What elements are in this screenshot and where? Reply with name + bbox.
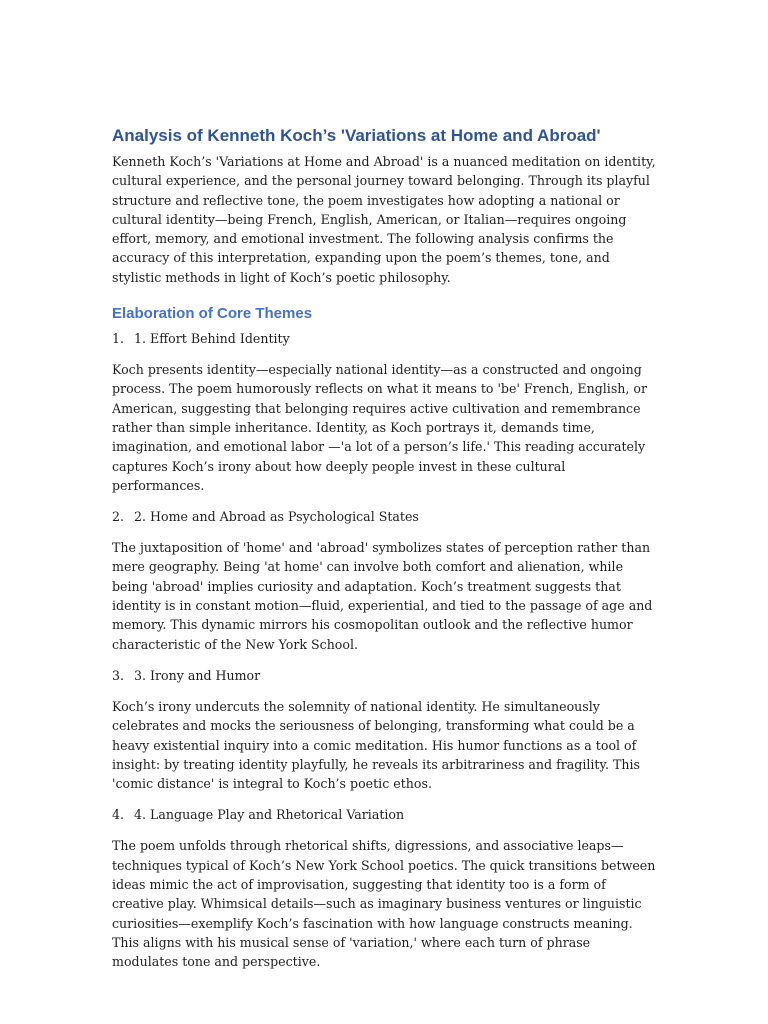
list-item-label: 4. Language Play and Rhetorical Variation: [134, 807, 405, 823]
list-item-label: 3. Irony and Humor: [134, 667, 261, 683]
item-body-paragraph: Koch presents identity—especially national identity—as a constructed and ongoing process. The poem humorously reflects on what it means to 'be' French, English, or American, suggesting that belonging requires active cultivation and remembrance rather than simple inheritance. Identity, as Koch portrays it, demands time, imagination, and emotional labor —'a lot of a person’s life.' This reading accurately captures Koch’s irony about how deeply people invest in these cultural performances.: [112, 362, 648, 493]
list-number: 2.: [112, 509, 125, 525]
list-number: 1.: [112, 331, 125, 347]
document-title: Analysis of Kenneth Koch’s 'Variations at Home and Abroad': [112, 126, 601, 145]
list-item: [112, 805, 658, 824]
item-body-paragraph: The juxtaposition of 'home' and 'abroad' symbolizes states of perception rather than mere geography. Being 'at home' can involve both comfort and alienation, while being 'abroad' implies curiosity and adaptation. Koch’s treatment suggests that identity is in constant motion—fluid, experiential, and tied to the passage of age and memory. This dynamic mirrors his cosmopolitan outlook and the reflective humor characteristic of the New York School.: [112, 540, 653, 652]
section-heading: Elaboration of Core Themes: [112, 305, 313, 323]
list-item: [112, 507, 658, 526]
list-item: [112, 666, 658, 685]
list-item-label: 1. Effort Behind Identity: [134, 331, 290, 347]
item-body-paragraph: Koch’s irony undercuts the solemnity of national identity. He simultaneously celebrates and mocks the seriousness of belonging, transforming what could be a heavy existential inquiry into a comic meditation. His humor functions as a tool of insight: by treating identity playfully, he reveals its arbitrariness and fragility. This 'comic distance' is integral to Koch’s poetic ethos.: [112, 698, 640, 792]
list-number: 4.: [112, 807, 125, 823]
list-number: 3.: [112, 667, 125, 683]
item-body-paragraph: The poem unfolds through rhetorical shifts, digressions, and associative leaps—techniques typical of Koch’s New York School poetics. The quick transitions between ideas mimic the act of improvisation, suggesting that identity too is a form of creative play. Whimsical details—such as imaginary business ventures or linguistic curiosities—exemplify Koch’s fascination with how language constructs meaning. This aligns with his musical sense of 'variation,' where each turn of phrase modulates tone and perspective.: [112, 838, 656, 970]
intro-paragraph: Kenneth Koch’s 'Variations at Home and Abroad' is a nuanced meditation on identity, cultural experience, and the personal journey toward belonging. Through its playful structure and reflective tone, the poem investigates how adopting a national or cultural identity—being French, English, American, or Italian—requires ongoing effort, memory, and emotional investment. The following analysis confirms the accuracy of this interpretation, expanding upon the poem’s themes, tone, and stylistic methods in light of Koch’s poetic philosophy.: [112, 154, 656, 285]
list-item: [112, 329, 658, 348]
list-item-label: 2. Home and Abroad as Psychological States: [134, 509, 419, 525]
document-page: [112, 124, 658, 984]
